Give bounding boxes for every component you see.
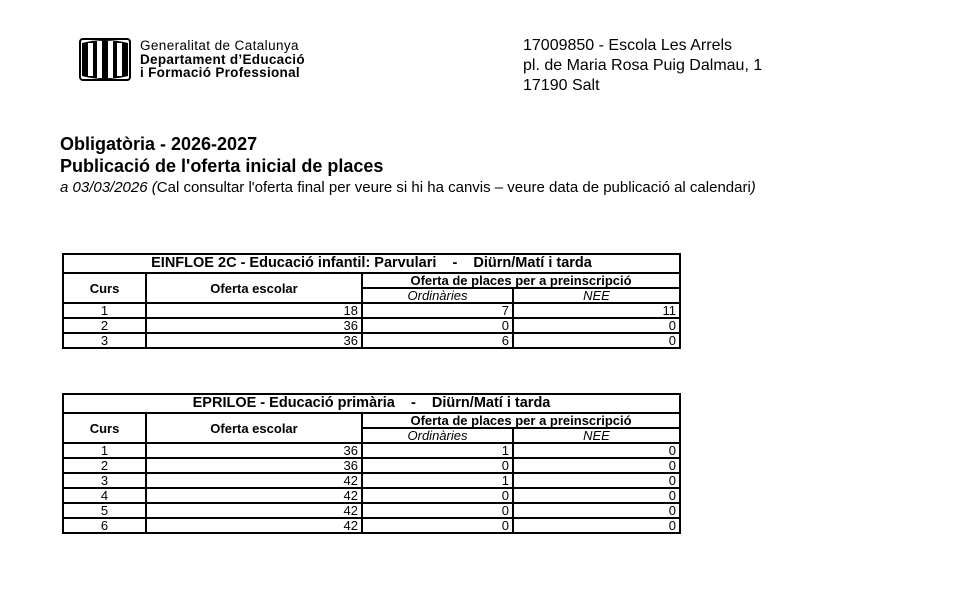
cell-curs: 4 [63,488,146,503]
col-header-preinscripcio: Oferta de places per a preinscripció [362,413,680,428]
cell-curs: 3 [63,333,146,348]
cell-nee: 0 [513,458,680,473]
table-row [63,503,680,518]
offer-table-primaria [62,393,681,534]
col-header-ordinaries: Ordinàries [362,288,513,303]
publication-note [60,178,756,197]
cell-nee: 0 [513,443,680,458]
cell-oferta: 42 [146,518,362,533]
cell-curs: 6 [63,518,146,533]
table-row [63,443,680,458]
cell-ordinaries: 0 [362,503,513,518]
cell-oferta: 36 [146,333,362,348]
cell-ordinaries: 0 [362,458,513,473]
cell-oferta: 42 [146,503,362,518]
cell-nee: 0 [513,333,680,348]
col-header-ordinaries: Ordinàries [362,428,513,443]
cell-ordinaries: 0 [362,488,513,503]
table-row [63,333,680,348]
document-heading [60,133,756,197]
table-title: EPRILOE - Educació primària - Diürn/Matí i tarda [63,394,680,413]
school-street: pl. de Maria Rosa Puig Dalmau, 1 [523,57,763,74]
cell-ordinaries: 0 [362,518,513,533]
note-open-paren: ( [147,179,157,196]
cell-oferta: 18 [146,303,362,318]
cell-ordinaries: 6 [362,333,513,348]
cell-ordinaries: 1 [362,443,513,458]
cell-ordinaries: 1 [362,473,513,488]
cell-nee: 0 [513,488,680,503]
cell-nee: 0 [513,318,680,333]
table-row [63,318,680,333]
note-text: Cal consultar l'oferta final per veure si hi ha canvis – veure data de publicació al calendari [156,179,751,196]
col-header-curs: Curs [63,413,146,443]
cell-nee: 0 [513,473,680,488]
cell-oferta: 42 [146,473,362,488]
col-header-curs: Curs [63,273,146,303]
col-header-nee: NEE [513,288,680,303]
table-row [63,303,680,318]
cell-oferta: 36 [146,318,362,333]
generalitat-logo [79,38,379,82]
cell-ordinaries: 7 [362,303,513,318]
logo-line-formacio: i Formació Professional [140,65,300,80]
cell-curs: 2 [63,318,146,333]
offer-table-infantil [62,253,681,349]
logo-line-generalitat: Generalitat de Catalunya [140,38,299,53]
table-row [63,473,680,488]
cell-nee: 0 [513,518,680,533]
cell-oferta: 36 [146,458,362,473]
cell-curs: 3 [63,473,146,488]
education-level-title: Obligatòria - 2026-2027 [60,134,258,154]
cell-ordinaries: 0 [362,318,513,333]
table-row [63,458,680,473]
col-header-preinscripcio: Oferta de places per a preinscripció [362,273,680,288]
cell-nee: 11 [513,303,680,318]
table-row [63,518,680,533]
table-title: EINFLOE 2C - Educació infantil: Parvulari - Diürn/Matí i tarda [63,254,680,273]
school-address [523,36,762,96]
logo-line-departament: Departament d’Educació [140,51,305,67]
note-close-paren: ) [750,179,756,196]
cell-oferta: 42 [146,488,362,503]
catalan-emblem-icon [79,38,131,81]
publication-title: Publicació de l'oferta inicial de places [60,156,384,176]
cell-curs: 5 [63,503,146,518]
col-header-oferta: Oferta escolar [146,273,362,303]
cell-curs: 1 [63,443,146,458]
col-header-oferta: Oferta escolar [146,413,362,443]
col-header-nee: NEE [513,428,680,443]
cell-curs: 1 [63,303,146,318]
cell-oferta: 36 [146,443,362,458]
school-code-name: 17009850 - Escola Les Arrels [523,37,733,54]
logo-text [140,39,305,80]
cell-curs: 2 [63,458,146,473]
table-row [63,488,680,503]
cell-nee: 0 [513,503,680,518]
publication-date: a 03/03/2026 [60,179,148,196]
school-city: 17190 Salt [523,77,600,94]
